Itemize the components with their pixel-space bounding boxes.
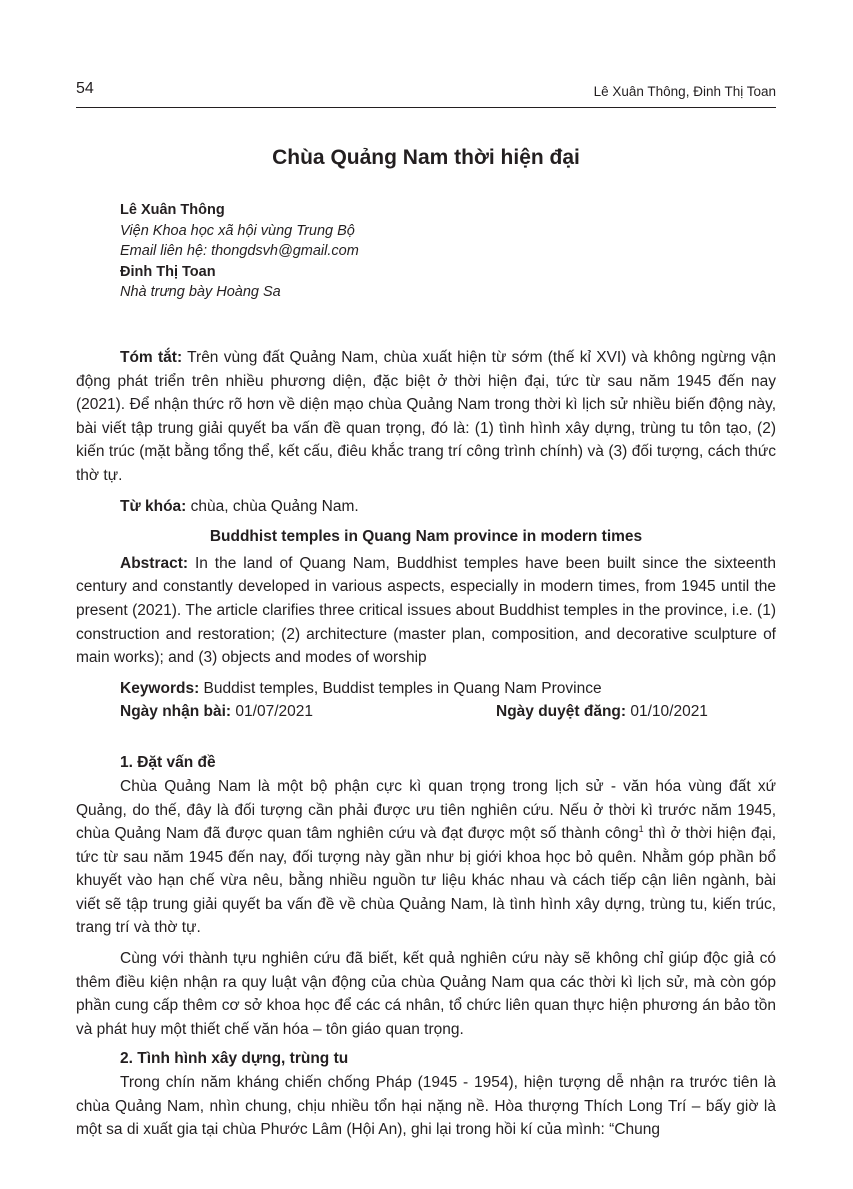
footnote-marker[interactable]: 1 xyxy=(638,823,644,834)
section-2-heading: 2. Tình hình xây dựng, trùng tu xyxy=(120,1050,349,1068)
section-1-paragraph: Cùng với thành tựu nghiên cứu đã biết, kết quả nghiên cứu này sẽ không chỉ giúp độc giả có thêm điều kiện nhận ra quy luật vận động của chùa Quảng Nam qua các thời kì lịch sử, mà còn góp phần cung cấp thêm cơ sở khoa học để các cá nhân, tổ chức liên quan thực hiện phương án bảo tồn và phát huy một thiết chế văn hóa – tôn giáo quan trọng. xyxy=(76,950,776,1038)
running-head: Lê Xuân Thông, Đinh Thị Toan xyxy=(593,84,776,99)
author-affiliation: Viện Khoa học xã hội vùng Trung Bộ xyxy=(120,222,355,239)
accepted-value: 01/10/2021 xyxy=(626,703,708,721)
english-title: Buddhist temples in Quang Nam province in modern times xyxy=(209,528,643,546)
accepted-date xyxy=(496,703,708,721)
author-block xyxy=(120,200,359,303)
section-1-paragraph xyxy=(76,775,776,940)
keywords-en-text: Buddist temples, Buddist temples in Quang Nam Province xyxy=(199,679,602,697)
received-date xyxy=(120,703,313,721)
header-rule xyxy=(76,107,776,108)
article-title: Chùa Quảng Nam thời hiện đại xyxy=(272,146,580,169)
abstract-en xyxy=(76,552,776,670)
section-2-paragraph: Trong chín năm kháng chiến chống Pháp (1945 - 1954), hiện tượng dễ nhận ra trước tiên là chùa Quảng Nam, nhìn chung, chịu nhiều tổn hại nặng nề. Hòa thượng Thích Long Trí – bấy giờ là một sa di xuất gia tại chùa Phước Lâm (Hội An), ghi lại trong hồi kí của mình: “Chung xyxy=(76,1074,776,1139)
paragraph-text: Chùa Quảng Nam là một bộ phận cực kì quan trọng trong lịch sử - văn hóa vùng đất xứ Quảng, do thế, đây là đối tượng cần phải được ưu tiên nghiên cứu. Nếu ở thời kì trước năm 1945, chùa Quảng Nam đã được quan tâm nghiên cứu và đạt được một số thành công xyxy=(76,777,776,843)
keywords-vi-text: chùa, chùa Quảng Nam. xyxy=(186,497,359,515)
article-body xyxy=(76,346,776,1142)
article-dates xyxy=(76,703,776,729)
page-number: 54 xyxy=(76,80,94,97)
abstract-label: Abstract: xyxy=(120,554,189,572)
keywords-vi xyxy=(76,495,776,519)
author-name: Lê Xuân Thông xyxy=(120,202,225,218)
section-1-heading: 1. Đặt vấn đề xyxy=(120,754,216,772)
keywords-en-label: Keywords: xyxy=(120,679,200,697)
paragraph-text: thì ở thời hiện đại, tức từ sau năm 1945 đến nay, đối tượng này gần như bị giới khoa học bỏ quên. Nhằm góp phần bổ khuyết vào hạn chế vừa nêu, bằng nhiều nguồn tư liệu khác nhau và cách tiếp cận liên ngành, bài viết sẽ tập trung giải quyết ba vấn đề về chùa Quảng Nam, là tình hình xây dựng, trùng tu, kiến trúc, trang trí và thờ tự. xyxy=(76,825,777,937)
accepted-label: Ngày duyệt đăng: xyxy=(496,703,627,721)
received-label: Ngày nhận bài: xyxy=(120,703,232,721)
page-header xyxy=(76,80,776,104)
received-value: 01/07/2021 xyxy=(231,703,313,721)
keywords-vi-label: Từ khóa: xyxy=(120,497,187,515)
summary-label: Tóm tắt: xyxy=(120,349,183,366)
keywords-en xyxy=(76,677,776,701)
author-name: Đinh Thị Toan xyxy=(120,263,216,280)
abstract-text: In the land of Quang Nam, Buddhist temples have been built since the sixteenth century and constantly developed in various aspects, especially in modern times, from 1945 until the present (2021). The article clarifies three critical issues about Buddhist temples in the province, i.e. (1) construction and restoration; (2) architecture (master plan, composition, and decorative sculpture of main works); and (3) objects and modes of worship xyxy=(76,554,776,667)
summary-vi xyxy=(76,346,776,488)
summary-text: Trên vùng đất Quảng Nam, chùa xuất hiện từ sớm (thế kỉ XVI) và không ngừng vận động phát triển trên nhiều phương diện, đặc biệt ở thời hiện đại, tức từ sau năm 1945 đến nay (2021). Để nhận thức rõ hơn về diện mạo chùa Quảng Nam trong thời kì lịch sử nhiều biến động này, bài viết tập trung giải quyết ba vấn đề quan trọng, đó là: (1) tình hình xây dựng, trùng tu tôn tạo, (2) kiến trúc (mặt bằng tổng thể, kết cấu, điêu khắc trang trí công trình chính) và (3) đối tượng, cách thức thờ tự. xyxy=(76,349,777,484)
author-email: Email liên hệ: thongdsvh@gmail.com xyxy=(120,243,359,259)
author-affiliation: Nhà trưng bày Hoàng Sa xyxy=(120,284,281,300)
